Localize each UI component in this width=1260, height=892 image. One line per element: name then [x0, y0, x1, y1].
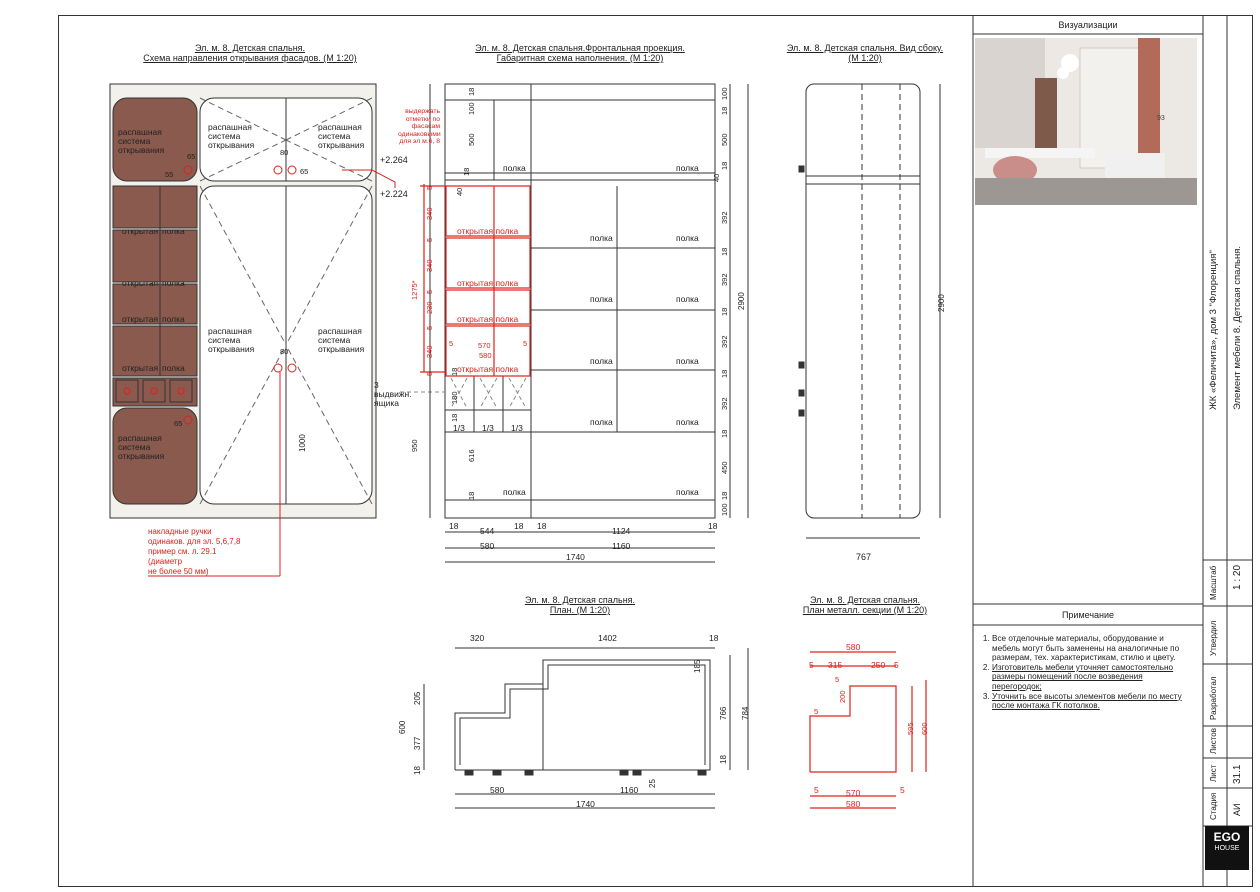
metal-top-0: 580 — [846, 642, 861, 652]
ego-house-logo: EGO HOUSE — [1205, 826, 1249, 870]
facade-open-1: открытая — [122, 226, 159, 236]
metal-bottom-3: 580 — [846, 799, 861, 809]
front-inner-5a: 5 — [449, 339, 454, 348]
fr-dim-5: 392 — [720, 211, 729, 224]
front-open-shelf-1: открытая полка — [457, 226, 519, 236]
front-shelf-3: полка — [590, 233, 613, 243]
fl-dim-11: 5 — [425, 325, 434, 330]
fr-dim-14: 18 — [720, 491, 729, 500]
viz-label: Визуализации — [1058, 20, 1118, 30]
front-drawers-note: 3 выдвижн. ящика — [374, 380, 412, 408]
front-frame — [445, 84, 715, 518]
fb-dim-4: 1124 — [612, 526, 631, 536]
front-inner-5b: 5 — [523, 339, 528, 348]
fb-dim-7: 1160 — [612, 541, 631, 551]
level-mark-2: +2.224 — [380, 189, 408, 199]
fb-dim-6: 580 — [480, 541, 495, 551]
fr-dim-15: 100 — [720, 503, 729, 516]
side-height: 2900 — [937, 294, 946, 312]
fr-dim-2: 500 — [720, 133, 729, 146]
fl-dim-2: 500 — [467, 133, 476, 146]
facade-shelf-3: полка — [162, 314, 185, 324]
metal-top-1: 5 — [809, 660, 814, 670]
plan-outline — [455, 660, 710, 770]
note-2: 2. Изготовитель мебели уточняет самостоятельно размеры помещений после возведения перегородок; — [992, 663, 1193, 692]
metal-top-2: 315 — [828, 660, 843, 670]
front-third-1: 1/3 — [453, 423, 465, 433]
fl-dim-15: 180 — [450, 391, 459, 404]
facade-shelf-1: полка — [162, 226, 185, 236]
metal-top-4: 5 — [894, 660, 899, 670]
front-shelf-5: полка — [590, 294, 613, 304]
fl-dim-17: 616 — [467, 449, 476, 462]
fr-dim-4: 40 — [712, 173, 721, 182]
fl-dim-0: 18 — [467, 87, 476, 96]
plan-title: Эл. м. 8. Детская спальня. План. (М 1:20) — [524, 595, 636, 615]
front-third-2: 1/3 — [482, 423, 494, 433]
plan-bottom-1: 1160 — [620, 785, 639, 795]
fl-dim-14: 18 — [450, 367, 459, 376]
handle-note: накладные ручки одинаков. для эл. 5,6,7,8 пример см. л. 29.1 (диаметр не более 50 мм) — [148, 527, 241, 576]
note-3: 3. Уточнить все высоты элементов мебели по месту после монтажа ГК потолков. — [992, 692, 1193, 711]
fl-dim-13: 5 — [425, 371, 434, 376]
metal-title: Эл. м. 8. Детская спальня. План металл. секции (М 1:20) — [802, 595, 928, 615]
fl-dim-1: 100 — [467, 102, 476, 115]
facade-red-note: выдержать отметки по фасасам одинаковыми для эл м.6, 8 — [398, 108, 441, 145]
front-inner-570: 570 — [478, 341, 491, 350]
front-shelf-2: полка — [676, 163, 699, 173]
plan-left-0: 205 — [413, 691, 422, 705]
plan-top-2: 18 — [709, 633, 719, 643]
facade-title: Эл. м. 8. Детская спальня. Схема направления открывания фасадов. (М 1:20) — [143, 43, 357, 63]
fl-dim-7: 5 — [425, 237, 434, 242]
svg-text:93: 93 — [1157, 115, 1165, 122]
metal-right-0: 595 — [906, 722, 915, 735]
fr-dim-3: 18 — [720, 161, 729, 170]
facade-dim-g: 55 — [165, 170, 174, 179]
plan-left-2: 377 — [413, 736, 422, 750]
render-photo — [975, 38, 1197, 205]
metal-inner-2: 5 — [814, 707, 819, 716]
fb-dim-0: 18 — [449, 521, 459, 531]
fb-dim-5: 18 — [708, 521, 718, 531]
plan-top-0: 320 — [470, 633, 485, 643]
fr-dim-12: 18 — [720, 429, 729, 438]
fl-dim-19: 950 — [410, 439, 419, 452]
facade-shelf-2: полка — [162, 278, 185, 288]
plan-right-2: 784 — [741, 706, 750, 720]
facade-swing-1: распашная система открывания — [118, 127, 165, 155]
front-shelf-6: полка — [676, 294, 699, 304]
sheet-value: 31.1 — [1232, 764, 1243, 784]
front-shelf-1: полка — [503, 163, 526, 173]
fl-dim-12: 340 — [425, 345, 434, 358]
fb-dim-3: 18 — [537, 521, 547, 531]
metal-inner-0: 5 — [835, 675, 840, 684]
front-shelf-9: полка — [590, 417, 613, 427]
front-title: Эл. м. 8. Детская спальня.Фронтальная проекция. Габаритная схема наполнения. (М 1:20) — [475, 43, 685, 63]
plan-bottom-3: 1740 — [576, 799, 595, 809]
metal-right-1: 600 — [920, 722, 929, 735]
scale-value: 1 : 20 — [1232, 564, 1243, 590]
front-third-3: 1/3 — [511, 423, 523, 433]
fr-dim-6: 18 — [720, 247, 729, 256]
fr-dim-9: 392 — [720, 335, 729, 348]
side-depth: 767 — [856, 552, 872, 562]
facade-dim-b: 80 — [280, 148, 289, 157]
front-open-shelf-3: открытая полка — [457, 314, 519, 324]
facade-dim-f: 1000 — [298, 434, 307, 452]
fr-dim-10: 18 — [720, 369, 729, 378]
facade-swing-4: распашная система открывания — [208, 326, 255, 354]
facade-swing-5: распашная система открывания — [318, 326, 365, 354]
sheets-label: Листов — [1209, 728, 1218, 754]
developed-label: Разработал — [1209, 676, 1218, 720]
facade-dim-e: 65 — [300, 167, 309, 176]
fl-dim-9: 5 — [425, 289, 434, 294]
fr-dim-7: 392 — [720, 273, 729, 286]
facade-swing-3: распашная система открывания — [318, 122, 365, 150]
fb-dim-1: 544 — [480, 526, 495, 536]
facade-swing-6: распашная система открывания — [118, 433, 165, 461]
metal-bottom-2: 5 — [900, 785, 905, 795]
facade-dim-a: 65 — [187, 152, 196, 161]
fl-dim-10: 230 — [425, 301, 434, 314]
project-line-1: ЖК «Феличита», дом 3 "Флоренция" — [1208, 250, 1219, 410]
note-1: 1. Все отделочные материалы, оборудование и мебель могут быть заменены на аналогичные по размерам, тех. характеристикам, стилю и цвету. — [992, 634, 1193, 663]
plan-right-1: 766 — [719, 706, 728, 720]
project-line-2: Элемент мебели 8. Детская спальня. — [1232, 246, 1243, 410]
fl-dim-16: 18 — [450, 413, 459, 422]
fr-dim-11: 392 — [720, 397, 729, 410]
fl-dim-5: 5 — [425, 185, 434, 190]
front-shelf-11: полка — [503, 487, 526, 497]
fl-dim-8: 340 — [425, 259, 434, 272]
facade-open-4: открытая — [122, 363, 159, 373]
fl-dim-18: 18 — [467, 491, 476, 500]
side-title: Эл. м. 8. Детская спальня. Вид сбоку. (М 1:20) — [786, 43, 944, 63]
side-frame — [806, 84, 920, 518]
stage-value: АИ — [1232, 803, 1242, 816]
plan-left-3: 18 — [413, 766, 422, 775]
fr-dim-16: 2900 — [737, 292, 746, 310]
fl-dim-6: 340 — [425, 207, 434, 220]
fb-dim-8: 1740 — [566, 552, 585, 562]
fl-dim-3: 18 — [462, 167, 471, 176]
metal-top-3: 250 — [871, 660, 886, 670]
plan-bottom-0: 580 — [490, 785, 505, 795]
stage-label: Стадия — [1209, 792, 1218, 820]
front-shelf-7: полка — [590, 356, 613, 366]
front-shelf-10: полка — [676, 417, 699, 427]
plan-right-0: 185 — [693, 659, 702, 673]
metal-outline — [810, 686, 896, 772]
approved-label: Утвердил — [1209, 620, 1218, 656]
plan-bottom-2: 25 — [648, 779, 657, 788]
fr-dim-1: 18 — [720, 106, 729, 115]
front-open-shelf-2: открытая полка — [457, 278, 519, 288]
front-inner-580: 580 — [479, 351, 492, 360]
facade-shelf-4: полка — [162, 363, 185, 373]
fl-dim-4: 40 — [455, 187, 464, 196]
facade-open-3: открытая — [122, 314, 159, 324]
facade-swing-2: распашная система открывания — [208, 122, 255, 150]
scale-label: Масштаб — [1209, 565, 1218, 600]
plan-top-1: 1402 — [598, 633, 617, 643]
fr-dim-0: 100 — [720, 87, 729, 100]
plan-left-1: 600 — [398, 720, 407, 734]
facade-dim-c: 65 — [174, 419, 183, 428]
fr-dim-8: 18 — [720, 307, 729, 316]
front-shelf-8: полка — [676, 356, 699, 366]
fl-dim-20: 1275* — [410, 280, 419, 300]
metal-bottom-1: 570 — [846, 788, 861, 798]
notes-title: Примечание — [1061, 610, 1115, 620]
sheet-label: Лист — [1209, 764, 1218, 782]
plan-right-3: 18 — [719, 755, 728, 764]
facade-open-2: открытая — [122, 278, 159, 288]
metal-bottom-0: 5 — [814, 785, 819, 795]
front-shelf-4: полка — [676, 233, 699, 243]
notes-list — [978, 634, 1193, 711]
facade-dim-d: 80 — [280, 347, 289, 356]
front-open-shelf-4: открытая полка — [457, 364, 519, 374]
level-mark-1: +2.264 — [380, 155, 408, 165]
front-shelf-12: полка — [676, 487, 699, 497]
metal-inner-1: 200 — [838, 690, 847, 703]
fr-dim-13: 450 — [720, 461, 729, 474]
fb-dim-2: 18 — [514, 521, 524, 531]
